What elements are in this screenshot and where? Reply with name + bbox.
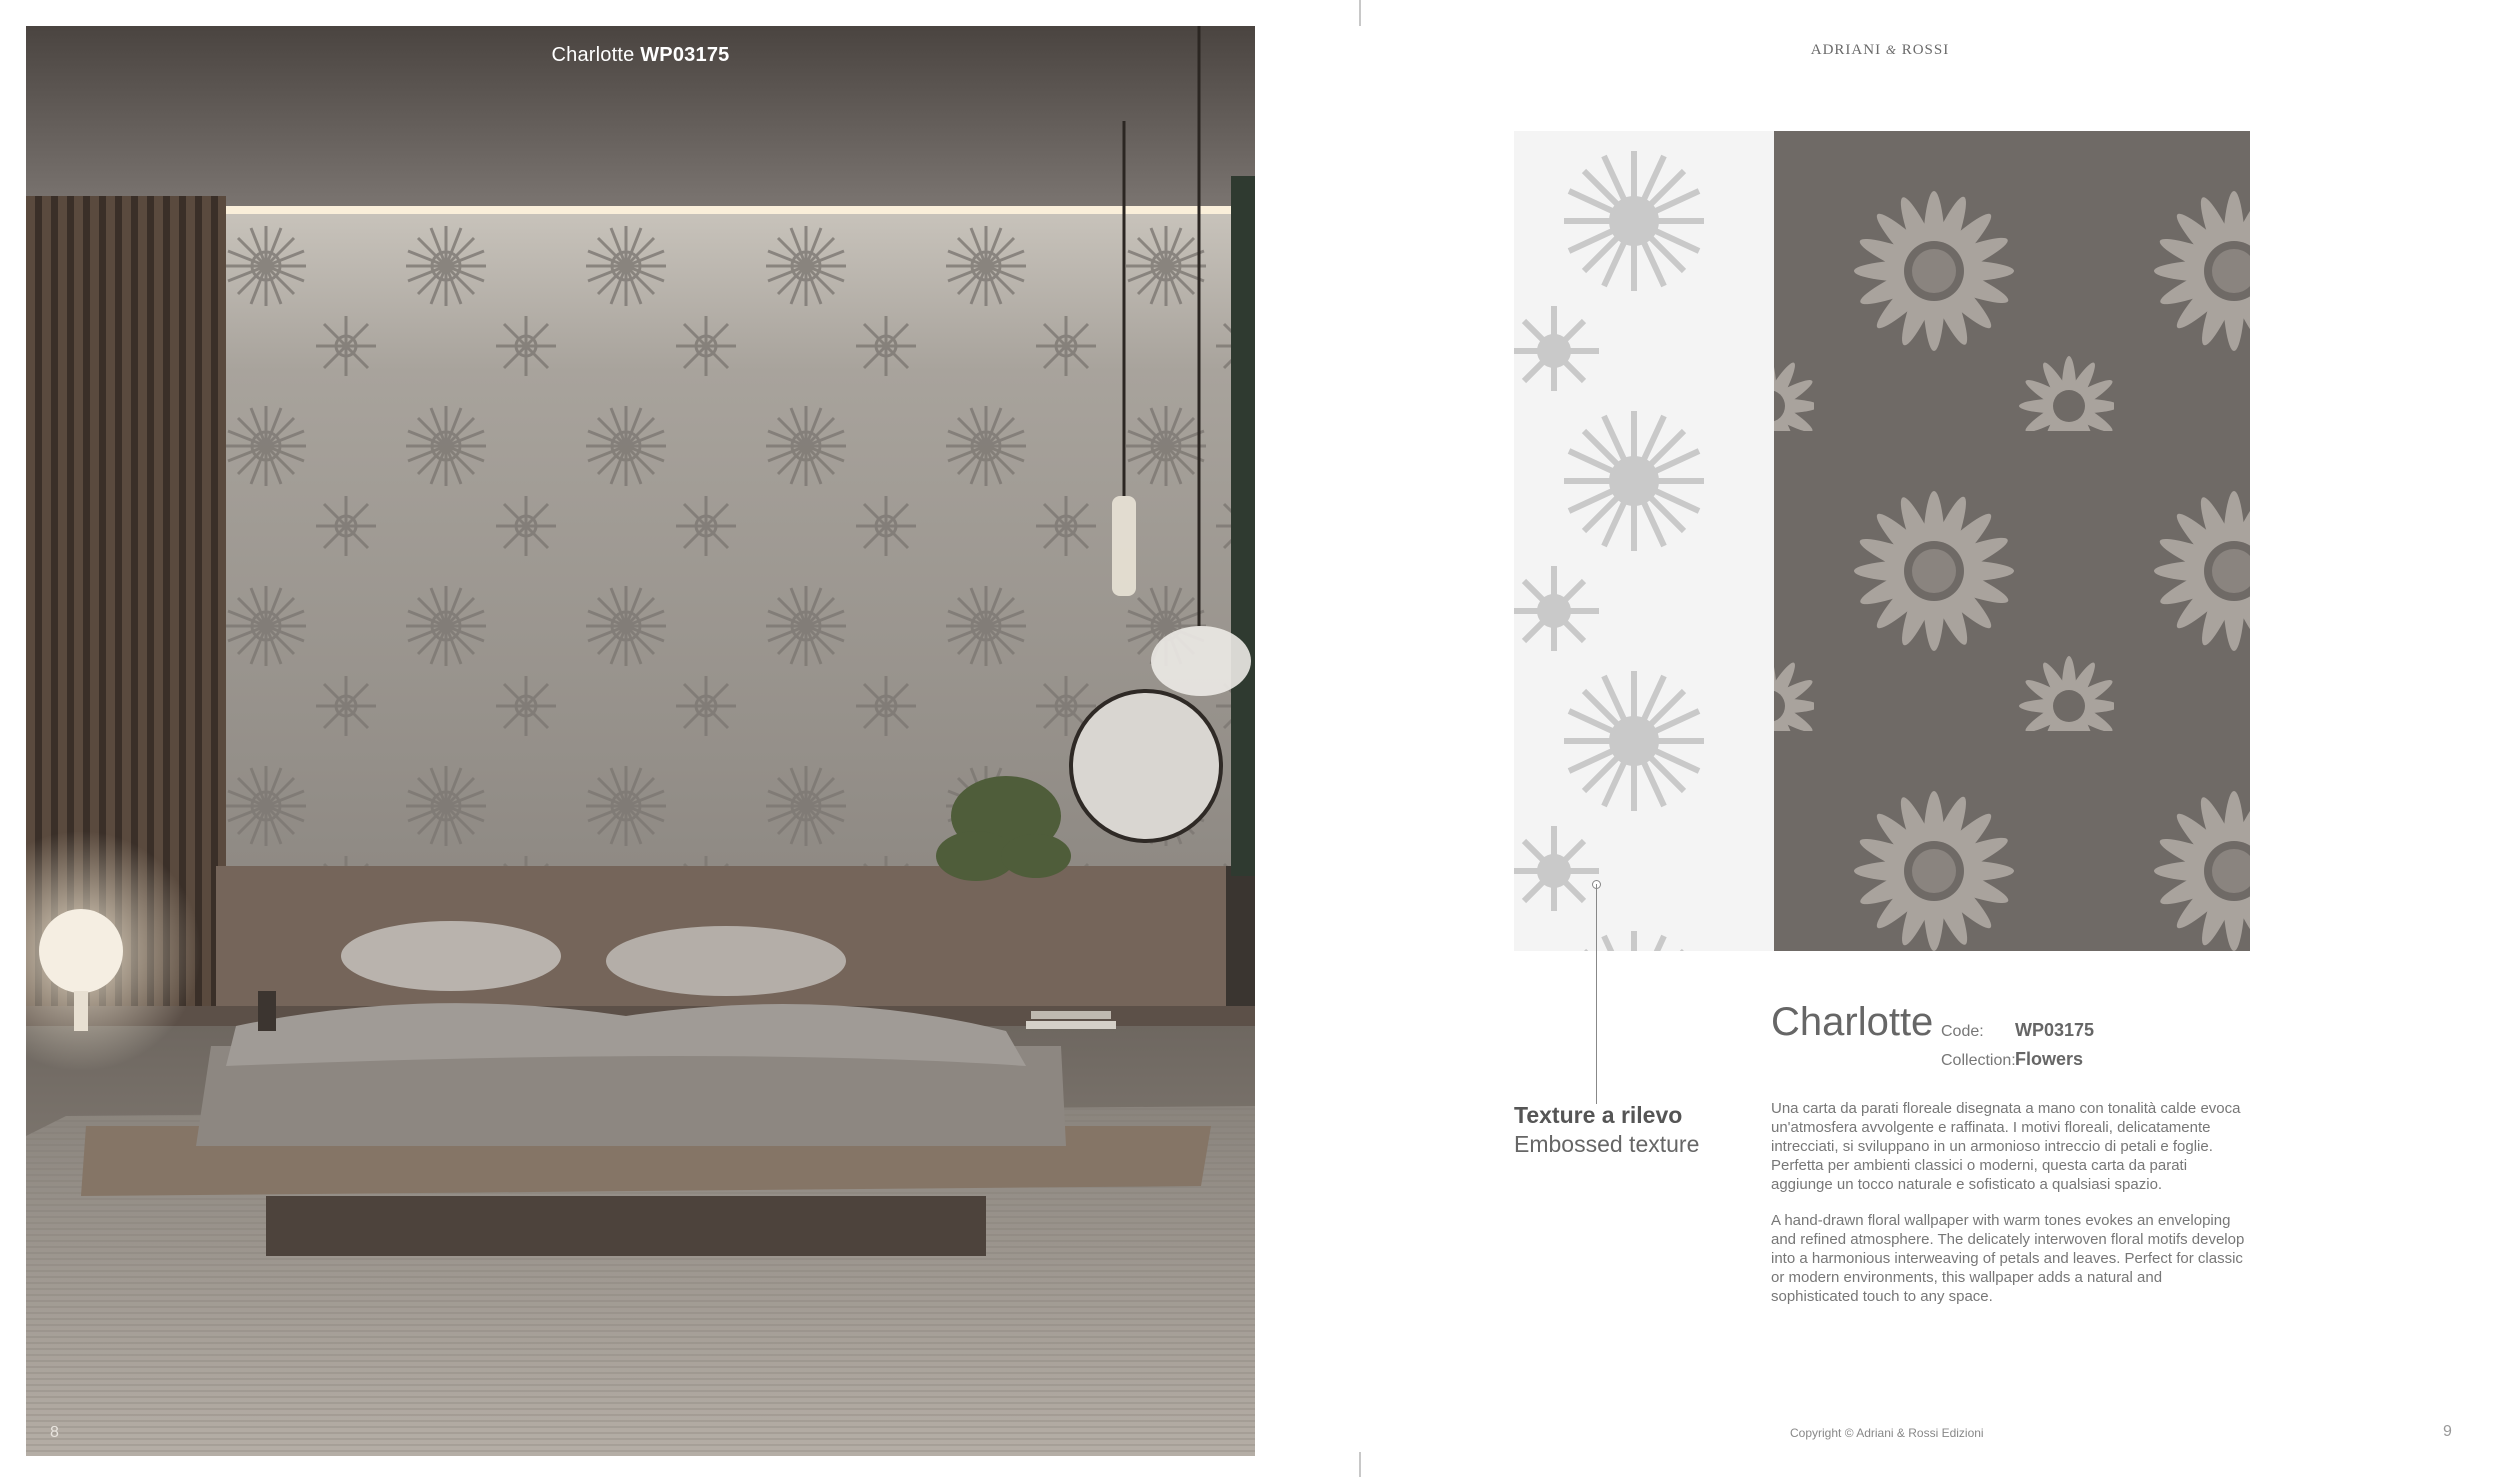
- spine-mark-bottom: [1359, 1452, 1361, 1477]
- collection-label: Collection:: [1941, 1052, 2016, 1069]
- description-english: A hand-drawn floral wallpaper with warm tones evokes an enveloping and refined atmosphere. The delicately interwoven floral motifs develop into a harmonious interweaving of petals and leaves. Perfect for classic or modern environments, this wallpaper adds a natural and sophisticated touch to any space.: [1771, 1212, 2245, 1305]
- swatch-pattern: [1514, 131, 2250, 951]
- wallpaper-swatch: [1514, 131, 2250, 951]
- header-product-code: WP03175: [640, 44, 730, 66]
- brand-logo: [1780, 42, 1980, 59]
- spine-mark-top: [1359, 0, 1361, 26]
- texture-callout-line: [1596, 884, 1597, 1104]
- brand-logo-amp: &: [1885, 42, 1897, 57]
- right-page-number: 9: [2443, 1423, 2452, 1440]
- header-product-name: Charlotte: [551, 44, 635, 66]
- bedroom-photo: [26, 26, 1255, 1456]
- brand-logo-left: ADRIANI: [1810, 42, 1882, 58]
- left-page-header: [26, 44, 1255, 67]
- bedroom-illustration: [26, 26, 1255, 1456]
- brand-logo-right: ROSSI: [1901, 42, 1950, 58]
- copyright-notice: Copyright © Adriani & Rossi Edizioni: [1790, 1426, 1984, 1440]
- texture-label-italian: Texture a rilevo: [1514, 1102, 1683, 1128]
- collection-value: Flowers: [2015, 1049, 2084, 1069]
- texture-label-english: Embossed texture: [1514, 1131, 1700, 1157]
- left-page-number: 8: [50, 1424, 59, 1441]
- description-italian: Una carta da parati floreale disegnata a mano con tonalità calde evoca un'atmosfera avvolgente e raffinata. I motivi floreali, delicatamente intrecciati, si sviluppano in un armonioso intreccio di petali e foglie. Perfetta per ambienti classici o moderni, questa carta da parati aggiunge un tocco naturale e sofisticato a qualsiasi spazio.: [1771, 1100, 2241, 1193]
- code-value: WP03175: [2015, 1020, 2095, 1040]
- product-name: Charlotte: [1771, 1000, 1934, 1044]
- code-label: Code:: [1941, 1023, 1984, 1040]
